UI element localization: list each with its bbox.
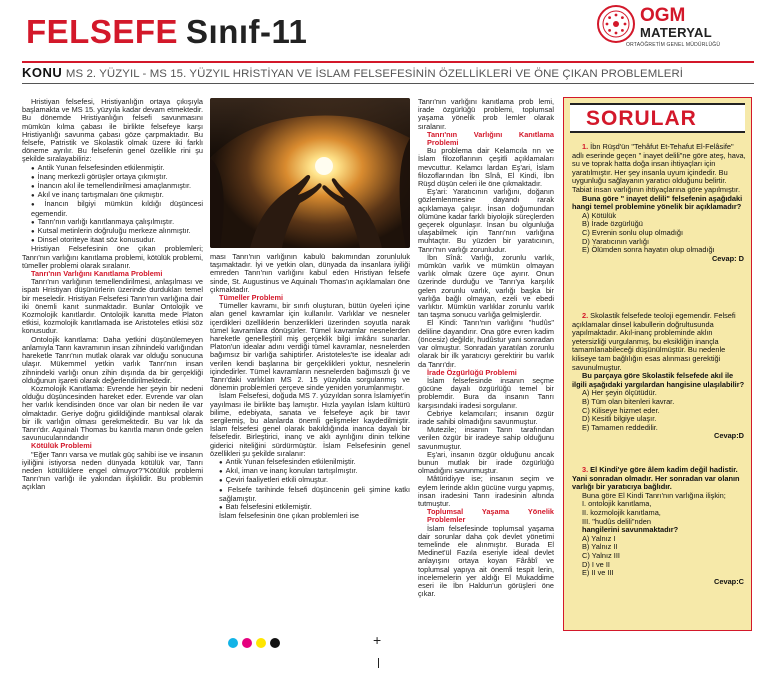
paragraph: Ontolojik kanıtlama: Daha yetkini düşünülemeyen anlamıyla Tanrı kavramının insan zihnindeki varlığından hareketle Tanrı'nın mutlak olarak var olduğu sonucuna ulaşır. Mükemmel yetkin varlık Tanrı'nın insan zihnindeki varlığı onun zihin dışında da bir gerçekliği olduğunun işareti olarak değerlendirilmektedir. <box>22 334 203 385</box>
paragraph: Mutezile; insanın Tanrı tarafından verilen özgür bir iradeye sahip olduğunu savunmuştur. <box>418 425 554 451</box>
question-stem: Buna göre El Kindi Tanrı'nın varlığına ilişkin; <box>582 490 726 500</box>
paragraph: Hristiyan felsefesi, Hristiyanlığın ortaya çıkışıyla başlamakta ve MS 15. yüzyıla kadar devam etmektedir. Bu dönemde Hristiyanlığın felsefi savunmasını mümkün kılma çabası ile birlikte felsefeye karşı Hristiyanlığı savunma çabası göze çarpmaktadır. Bu felsefe, Patristik ve Skolastik olmak üzere iki farklı döneme ayrılır. Bu felsefenin genel özellikle rini şu şekilde sıralayabiliriz: <box>22 97 203 164</box>
yellow-dot-icon <box>256 638 266 648</box>
registration-mark-icon: + <box>373 632 382 648</box>
paragraph: Tanrı'nın varlığını kanıtlama prob lemi, irade özgürlüğü problemi, toplumsal yaşama yönelik prob lemler olarak sıralanır. <box>418 97 554 131</box>
paragraph: "Eğer Tanrı varsa ve mutlak güç sahibi ise ve insanın iyiliğini istiyorsa neden dünyada kötülük var, Tanrı neden kötülüklere engel olmuyor?"Kötülük problemi Tanrı'nın varlığı ile yakından ilişkilidir. Bu problemin açıklan <box>22 449 203 492</box>
bullet-item: ● İnanç merkezli görüşler ortaya çıkmıştır. <box>22 173 203 182</box>
logo-ogm-text: OGM <box>640 5 686 26</box>
answer-option[interactable]: A) Kötülük <box>582 210 617 220</box>
section-heading: İrade Özgürlüğü Problemi <box>427 367 517 377</box>
section-heading: Kötülük Problemi <box>31 441 92 451</box>
paragraph: Mâtüridiyye ise; insanın seçim ve eylem lerinde aklın gücüne vurgu yapmış, insan iradesini Tanrı iradesinin altında tutmuştur. <box>418 474 554 508</box>
text-column-1 <box>22 98 203 492</box>
subject-title: FELSEFE <box>26 13 179 50</box>
grade-title: Sınıf-11 <box>186 13 308 50</box>
question-stem: İbn Rüşd'ün "Tehâfut Et-Tehafut El-Felâsife" adlı eserinde geçen " inayet delili"ne göre ateş, hava, su ve toprak hatta doğa insan ihtiyaçları için yaratılmıştır. Her şey insanla uyum içindedir. Bu uygunluğu sağlayanın yaratıcı olduğunu belirtir. Tabiat insan varlığının ihtiyaçlarına göre yapılmıştır. <box>572 142 746 194</box>
question-1 <box>572 143 746 263</box>
statement-item: I. ontolojik kanıtlama, <box>582 499 652 509</box>
answer-option[interactable]: B) Tüm olan bitenleri kavrar. <box>582 396 675 406</box>
text-column-2 <box>210 253 410 521</box>
paragraph: Bu problema dair Kelamcıla rın ve İslam filozoflarının çeşitli açıklamaları mevcuttur. Kelamcı lardan Eş'ari, İslam filozoflarından İbn Sînâ, El Kindi, İbn Rüşd düşün celeri ile öne çıkmaktadır. <box>418 146 554 189</box>
bullet-item: ● Dinsel otoriteye itaat söz konusudur. <box>22 236 203 245</box>
section-heading: Tanrı'nın Varlığını Kanıtlama Problemi <box>31 269 163 279</box>
section-heading: Tümeller Problemi <box>219 293 284 303</box>
logo-materyal-text: MATERYAL <box>640 25 712 40</box>
page-header <box>0 0 768 62</box>
paragraph: İslam Felsefesi, doğuda MS 7. yüzyıldan sonra İslamiyet'in yayılması ile birlikte baş lamıştır. Hızla yayılan İslam kültürü bilime, edebiyata, sanata ve felsefeye açık bir tavır sergilemiş, bu alanlarda önemli gelişmeler kaydedilmiştir. İslam felsefesi genel olarak bakıldığında inanca dayalı bir felsefedir. Birleştirici, inanç ve aklı ayrılığını dinin telkine giderici niteliğini sürdürmüştür. İslam Felsefesinin genel özellikleri şu şekilde sıralanır: <box>210 391 410 458</box>
magenta-dot-icon <box>242 638 252 648</box>
answer-option[interactable]: E) II ve III <box>582 568 614 578</box>
bullet-item: ● İnancın akıl ile temellendirilmesi amaçlanmıştır. <box>22 182 203 191</box>
bullet-item: ● Antik Yunan felsefesinden etkilenilmiştir. <box>210 458 410 467</box>
hands-light-photo <box>210 98 410 248</box>
paragraph: Tanrı'nın varlığının temellendirilmesi, anlaşılması ve ispatı Hristiyan düşünürlerin üzerinde durdukları temel bir meseledir. Hristiyan Felsefesi Tanrı'nın varlığına dair iki önemli kanıt sunmaktadır. Bunlar Ontolojik ve Kozmolojik kanıtlardır. Ontolojik kanıtta mede Platon etkisi, kozmolojik kanıtlamada ise Aristoteles etkisi söz konusudur. <box>22 277 203 336</box>
answer-key: Cevap:C <box>714 576 744 586</box>
paragraph: ması Tanrı'nın varlığının kabulü bakımından zorunluluk taşımaktadır. İyi ve yetkin olan, dünyada da insanlara iyiliği emreden Tanrı'nın varlığını kabul eden Hristiyan felsefe sinde, St. Augustinus ve Aquinalı Thomas'ın açıklamaları öne çıkmaktadır. <box>210 252 410 294</box>
paragraph: Tümeller kavramı, bir sınıfı oluşturan, bütün üyeleri içine alan genel kavramlar için kullanılır. Varlıklar ve nesneler içerdikleri özelliklerin benzerlikleri üzerinden soyutla narak tümel kavramlara dönüşürler. Tümel kavramlar nesnelerden hareketle genelleştiril miş gerçeklik bilgi imkânı sunarlar. Platon'un idealar adını verdiği tümel kavramlar, nesnelerden bağımsız bir varlığa sahiptirler. Aristoteles'te ise idealar adı verilen kendi başlarına bir gerçeklikleri yoktur, nesnelerin içindedirler. Tümel kavramların nesnelerden bağımsızlı ğı ve Tanrı'daki varlıkları MS 2. 15 yüzyılda sorgulanmış ve dönemin problemleri çerçeve sinde yeniden yorumlanmıştır. <box>210 301 410 393</box>
paragraph: Eş'ari, insanın özgür olduğunu ancak bunun mutlak bir irade özgürlüğü olmadığını savunmuştur. <box>418 449 554 476</box>
question-lead: El Kindi'ye göre âlem kadim değil hadistir. Yani sonradan olmadır. Her sonradan var olanın varlığı bir yaratıcıya bağlıdır. <box>572 465 740 492</box>
paragraph: Eş'ari: Yaratıcının varlığını, doğanın gözlemlenmesine dayandı rarak açıklamaya çalışır. İnsan doğumundan ölümüne kadar farklı biyolojik süreçlerden geçerek olgunlaşır. İnsan bu olgunluğa ulaşabilmek için Tanrı'nın varlığına muhtaçtır. Bu yüzden bir yaratıcının, Tanrı'nın varlığı zorunludur. <box>418 187 554 254</box>
section-heading: Toplumsal Yaşama Yönelik Problemler <box>427 507 554 525</box>
paragraph: El Kindi: Tanrı'nın varlığını "hudûs" deliline dayandırır. Ona göre evren kadim (öncesiz) değildir, hudûstur yani sonradan var olmuştur. Sonradan yaratılan zorunlu olarak bir ilk yaratıcıyı gerektirir bu varlık da Tanrı'dır. <box>418 318 554 369</box>
question-prompt: Bu parçaya göre Skolastik felsefede akıl ile ilgili aşağıdaki yargılardan hangisine ulaşılabilir? <box>572 371 745 389</box>
answer-option[interactable]: D) I ve II <box>582 559 610 569</box>
question-2 <box>572 312 746 441</box>
answer-option[interactable]: B) Yalnız II <box>582 542 618 552</box>
section-heading: Tanrı'nın Varlığını Kanıtlama Problemi <box>427 129 554 148</box>
paragraph: Kozmolojik Kanıtlama: Evrende her şeyin bir nedeni olduğu düşüncesinden hareket eder. Evrende var olan her varlık kendisinden önce var olan bir neden ile var olmaktadır. Geriye doğru gidildiğinde mantıksal olarak bir ilk varlığın olması gerekmektedir. Bu var lık da Tanrı'dır. Aquinalı Thomas bu kanıtla manın önde gelen savunucularındandır <box>22 383 203 443</box>
paragraph: İslam felsefesinin öne çıkan problemleri ise <box>219 511 360 521</box>
question-stem: Skolastik felsefede teoloji egemendir. Felsefi açıklamalar dinsel kabullerin doğrultusunda yapılmaktadır. Akıl-inanç probleminde aklın yetersizliği vurgulanmış, bu eksikliğin inançla tamamlanabileceği düşünülmüştür. Bu nedenle kiliseye tam bağlılığın esas alınması gerektiği savunulmuştur. <box>572 311 736 372</box>
konu-label: KONU <box>22 65 63 80</box>
answer-option[interactable]: C) Kiliseye hizmet eder. <box>582 405 660 415</box>
bullet-item: ● Akıl ve inanç tartışmaları öne çıkmıştır. <box>22 191 203 200</box>
answer-option[interactable]: A) Her şeyin ölçütüdür. <box>582 388 657 398</box>
statement-item: II. kozmolojik kanıtlama, <box>582 507 661 517</box>
konu-text: MS 2. YÜZYIL - MS 15. YÜZYIL HRİSTİYAN VE İSLAM FELSEFESİNİN ÖZELLİKLERİ VE ÖNE ÇIKAN PROBLEMLERİ <box>65 68 684 80</box>
text-column-3 <box>418 98 554 598</box>
bullet-item: ● Antik Yunan felsefesinden etkilenmiştir. <box>22 164 203 173</box>
sorular-title: SORULAR <box>586 107 697 130</box>
konu-divider-top <box>22 61 754 63</box>
statement-item: III. "hudûs delili"nden <box>582 516 651 526</box>
cyan-dot-icon <box>228 638 238 648</box>
crop-mark-icon <box>378 658 379 668</box>
question-prompt: Buna göre " inayet delili" felsefenin aşağıdaki hangi temel problemine yönelik bir açıklamadır? <box>572 193 743 212</box>
question-number: 1. <box>582 142 589 151</box>
answer-option[interactable]: C) Yalnız III <box>582 550 620 560</box>
answer-option[interactable]: E) Tamamen reddedilir. <box>582 422 658 432</box>
paragraph: İslam felsefesinde insanın seçme gücüne dayalı özgürlüğü temel bir problemdir. Bura da insanın Tanrı karşısındaki iradesi sorgulanır. <box>418 375 554 410</box>
bullet-item: ● Kutsal metinlerin doğruluğu merkeze alınmıştır. <box>22 227 203 236</box>
ministry-seal-icon <box>596 4 636 44</box>
answer-option[interactable]: B) İrade özgürlüğü <box>582 219 643 229</box>
konu-bar <box>22 64 754 82</box>
konu-divider-bottom <box>22 83 754 84</box>
cmyk-color-marks <box>228 635 308 647</box>
bullet-item: ● Felsefe tarihinde felsefi düşüncenin geli şimine katkı sağlamıştır. <box>210 486 410 503</box>
black-dot-icon <box>270 638 280 648</box>
question-number: 2. <box>582 311 589 320</box>
answer-option[interactable]: C) Evrenin sonlu olup olmadığı <box>582 227 684 237</box>
sorular-header <box>570 103 745 133</box>
sorular-box <box>563 97 752 631</box>
paragraph: Cebriye kelamcıları; insanın özgür irade sahibi olmadığını savunmuştur. <box>418 408 554 426</box>
bullet-item: ● Çeviri faaliyetleri etkili olmuştur. <box>210 476 410 485</box>
answer-option[interactable]: A) Yalnız I <box>582 533 616 543</box>
paragraph: Hristiyan Felsefesinin öne çıkan problemleri; Tanrı'nın varlığını kanıtlama problemi, kötülük problemi, tümeller problemi olarak sıralanır. <box>22 244 203 270</box>
question-number: 3. <box>582 465 589 474</box>
bullet-item: ● Batı felsefesini etkilemiştir. <box>210 503 410 512</box>
answer-option[interactable]: E) Ölümden sonra hayatın olup olmadığı <box>582 245 715 255</box>
bullet-item: ● Tanrı'nın varlığı kanıtlanmaya çalışılmıştır. <box>22 218 203 227</box>
page-title <box>26 14 307 50</box>
question-prompt: hangilerini savunmaktadır? <box>582 525 679 535</box>
logo-subtitle: ORTAÖĞRETİM GENEL MÜDÜRLÜĞÜ <box>626 42 721 48</box>
answer-option[interactable]: D) Kesitli bilgiye ulaşır. <box>582 414 657 424</box>
paragraph: İslam felsefesinde toplumsal yaşama dair sorunlar daha çok devlet yönetimi temelinde ele alınmıştır. Burada El Medinet'ül Fazıla eseriyle ideal devlet anlayışını ortaya koyan Fârâbî ve toplumsal yapıya ait önemli tespit lerin, incelemelerin yer aldığı El Mukaddime eseri ile İbn Haldun'un görüşleri öne çıkar. <box>418 523 554 599</box>
bullet-item: ● İnancın bilgiyi mümkün kıldığı düşüncesi egemendir. <box>22 200 203 217</box>
answer-key: Cevap: D <box>711 253 744 263</box>
bullet-item: ● Akıl, iman ve inanç konuları tartışılmıştır. <box>210 467 410 476</box>
question-3 <box>572 466 746 586</box>
answer-key: Cevap:D <box>714 431 744 441</box>
answer-option[interactable]: D) Yaratıcının varlığı <box>582 236 650 246</box>
paragraph: İbn Sînâ: Varlığı, zorunlu varlık, mümkün varlık ve mümkün olmayan varlık olmak üzere üçe ayırır. Onun üzerinde durduğu ve Tanrı'ya karşılık gelen zorunlu varlık, varlığı başka bir varlığa bağlı olmayan, ezeli ve ebedi varlıktır. Mümkün varlıklar zorunlu varlık tan taşma sonucu varlığa gelmişlerdir. <box>418 252 554 320</box>
ogm-logo <box>596 4 746 56</box>
